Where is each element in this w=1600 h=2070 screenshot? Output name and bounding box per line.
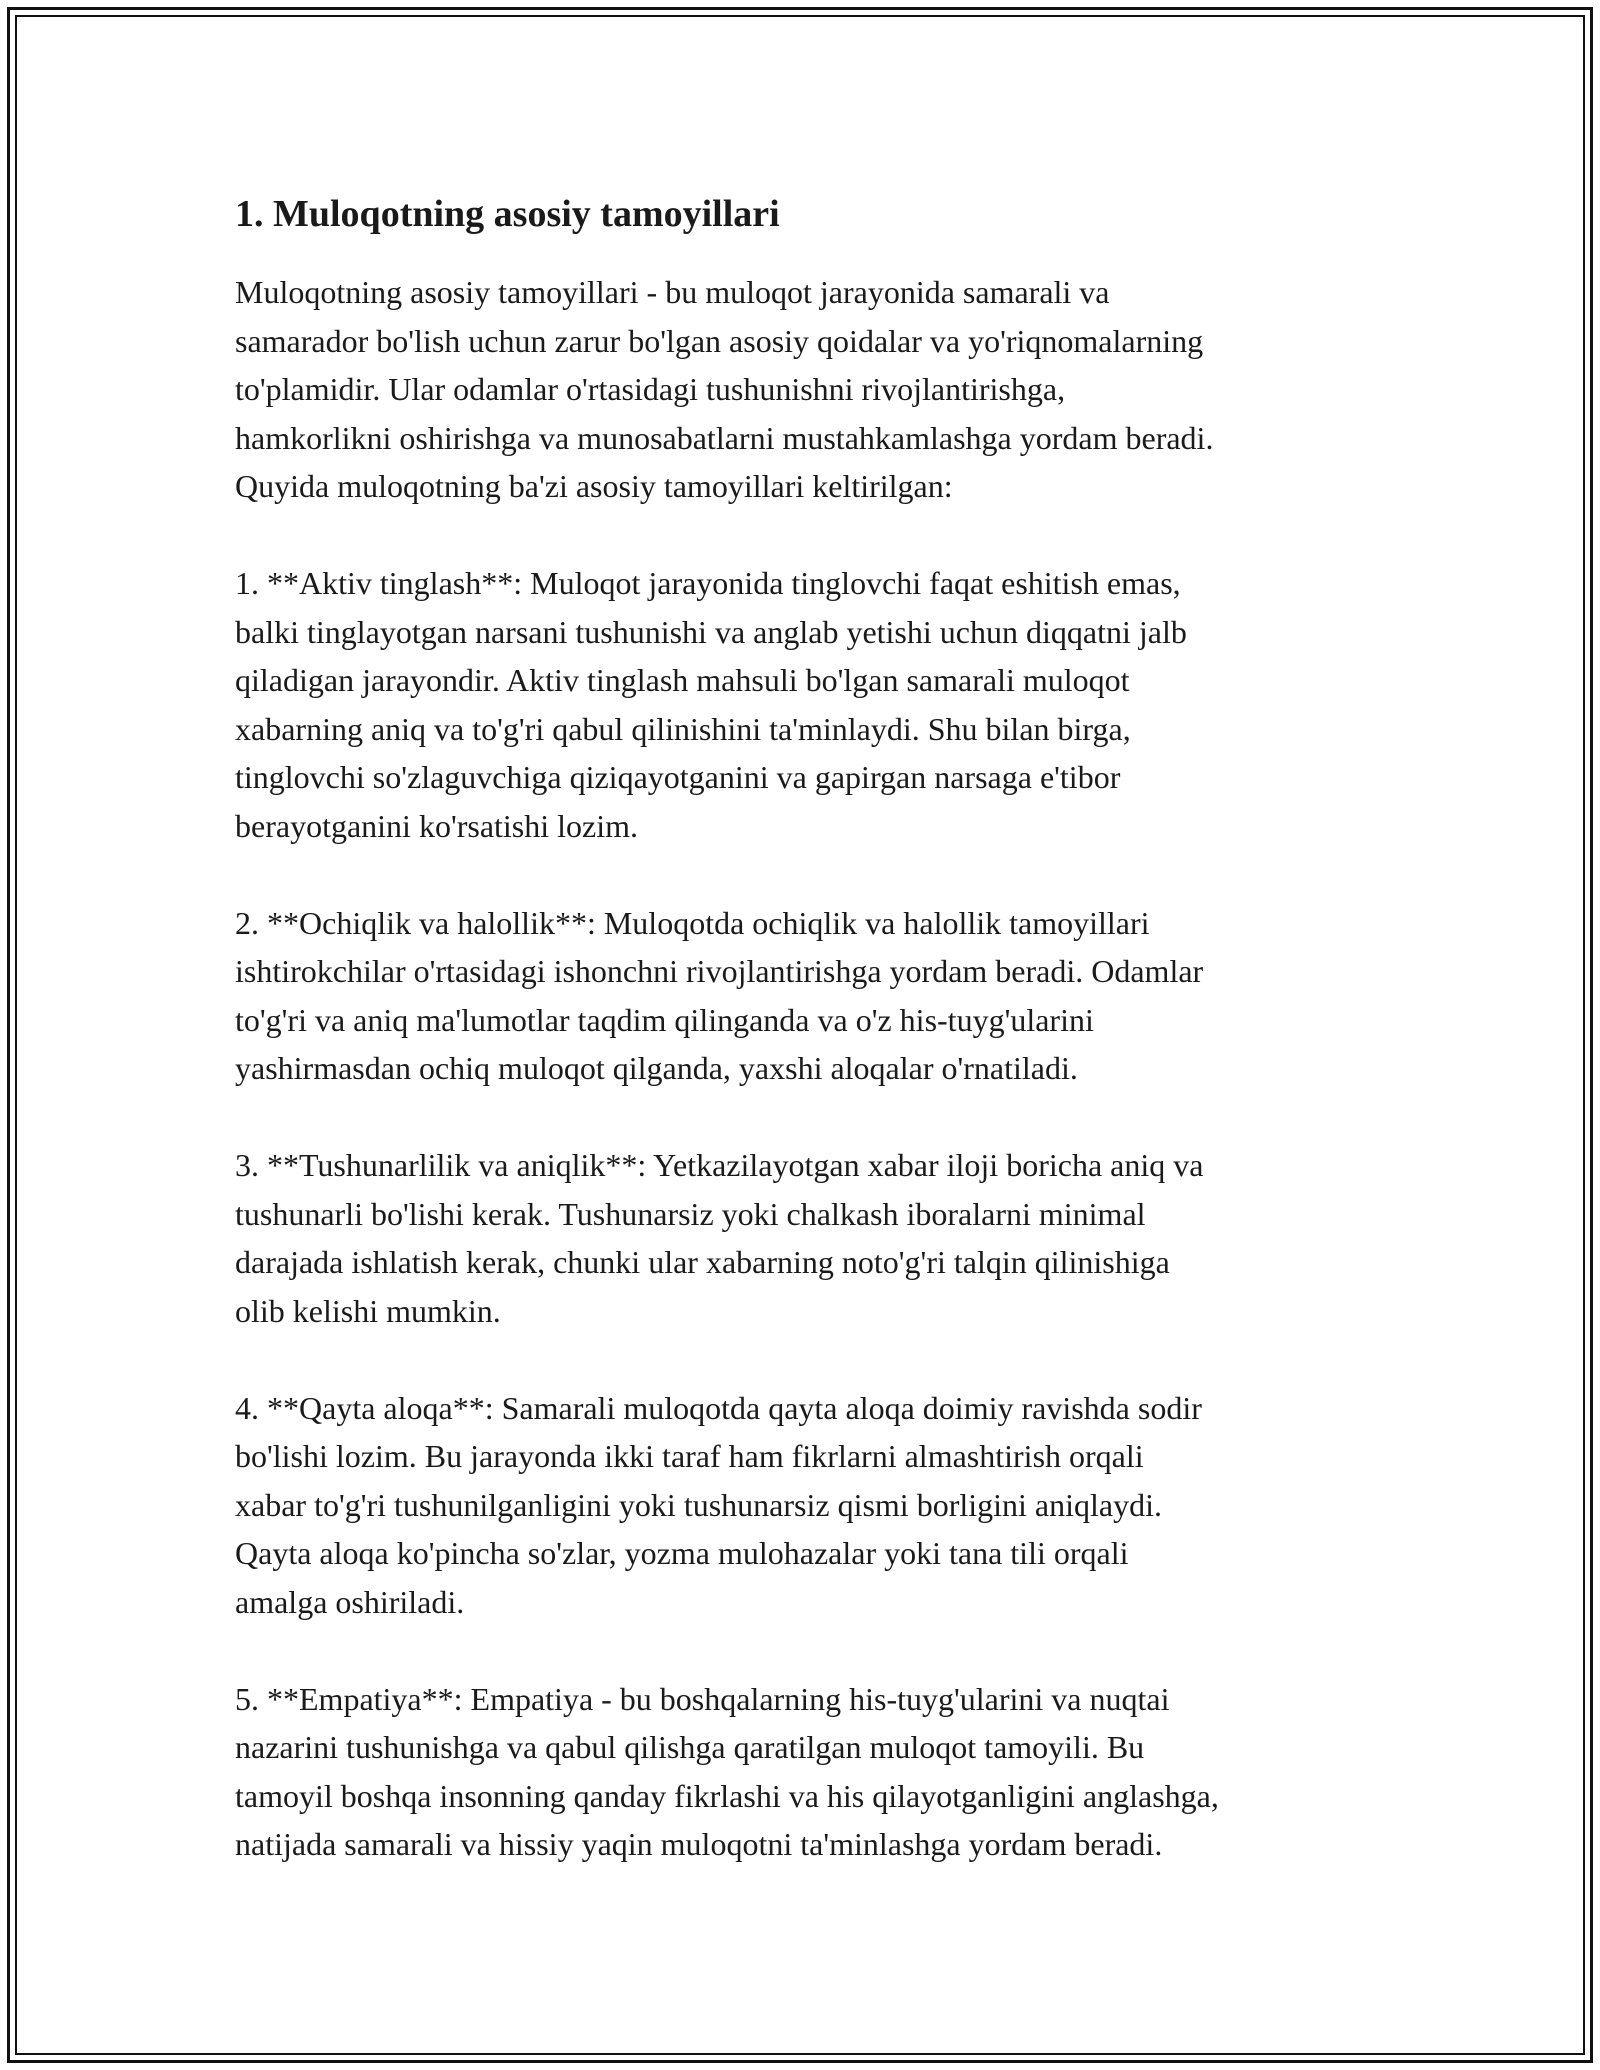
- principle-clarity: 3. **Tushunarlilik va aniqlik**: Yetkazilayotgan xabar iloji boricha aniq va tushunarli bo'lishi kerak. Tushunarsiz yoki chalkash iboralarni minimal darajada ishlatish kerak, chunki ular xabarning noto'g'ri talqin qilinishiga olib kelishi mumkin.: [235, 1147, 1204, 1329]
- section-heading: 1. Muloqotning asosiy tamoyillari: [235, 193, 780, 235]
- document-body: [235, 190, 1370, 1869]
- principle-openness-honesty: 2. **Ochiqlik va halollik**: Muloqotda ochiqlik va halollik tamoyillari ishtirokchilar o'rtasidagi ishonchni rivojlantirishga yordam beradi. Odamlar to'g'ri va aniq ma'lumotlar taqdim qilinganda va o'z his-tuyg'ularini yashirmasdan ochiq muloqot qilganda, yaxshi aloqalar o'rnatiladi.: [235, 904, 1204, 1086]
- paragraph-spacer: [235, 1093, 1370, 1142]
- principle-feedback: 4. **Qayta aloqa**: Samarali muloqotda qayta aloqa doimiy ravishda sodir bo'lishi lozim. Bu jarayonda ikki taraf ham fikrlarni almashtirish orqali xabar to'g'ri tushunilganligini yoki tushunarsiz qismi borligini aniqlaydi. Qayta aloqa ko'pincha so'zlar, yozma mulohazalar yoki tana tili orqali amalga oshiriladi.: [235, 1389, 1202, 1620]
- paragraph-spacer: [235, 511, 1370, 560]
- principle-active-listening: 1. **Aktiv tinglash**: Muloqot jarayonida tinglovchi faqat eshitish emas, balki tinglayotgan narsani tushunishi va anglab yetishi uchun diqqatni jalb qiladigan jarayondir. Aktiv tinglash mahsuli bo'lgan samarali muloqot xabarning aniq va to'g'ri qabul qilinishini ta'minlaydi. Shu bilan birga, tinglovchi so'zlaguvchiga qiziqayotganini va gapirgan narsaga e'tibor berayotganini ko'rsatishi lozim.: [235, 565, 1187, 844]
- paragraph-spacer: [235, 1335, 1370, 1384]
- paragraph-spacer: [235, 1626, 1370, 1675]
- principle-empathy: 5. **Empatiya**: Empatiya - bu boshqalarning his-tuyg'ularini va nuqtai nazarini tushunishga va qabul qilishga qaratilgan muloqot tamoyili. Bu tamoyil boshqa insonning qanday fikrlashi va his qilayotganligini anglashga, natijada samarali va hissiy yaqin muloqotni ta'minlashga yordam beradi.: [235, 1680, 1219, 1862]
- intro-paragraph: Muloqotning asosiy tamoyillari - bu muloqot jarayonida samarali va samarador bo'lish uchun zarur bo'lgan asosiy qoidalar va yo'riqnomalarning to'plamidir. Ular odamlar o'rtasidagi tushunishni rivojlantirishga, hamkorlikni oshirishga va munosabatlarni mustahkamlashga yordam beradi. Quyida muloqotning ba'zi asosiy tamoyillari keltirilgan:: [235, 274, 1214, 504]
- paragraph-spacer: [235, 850, 1370, 899]
